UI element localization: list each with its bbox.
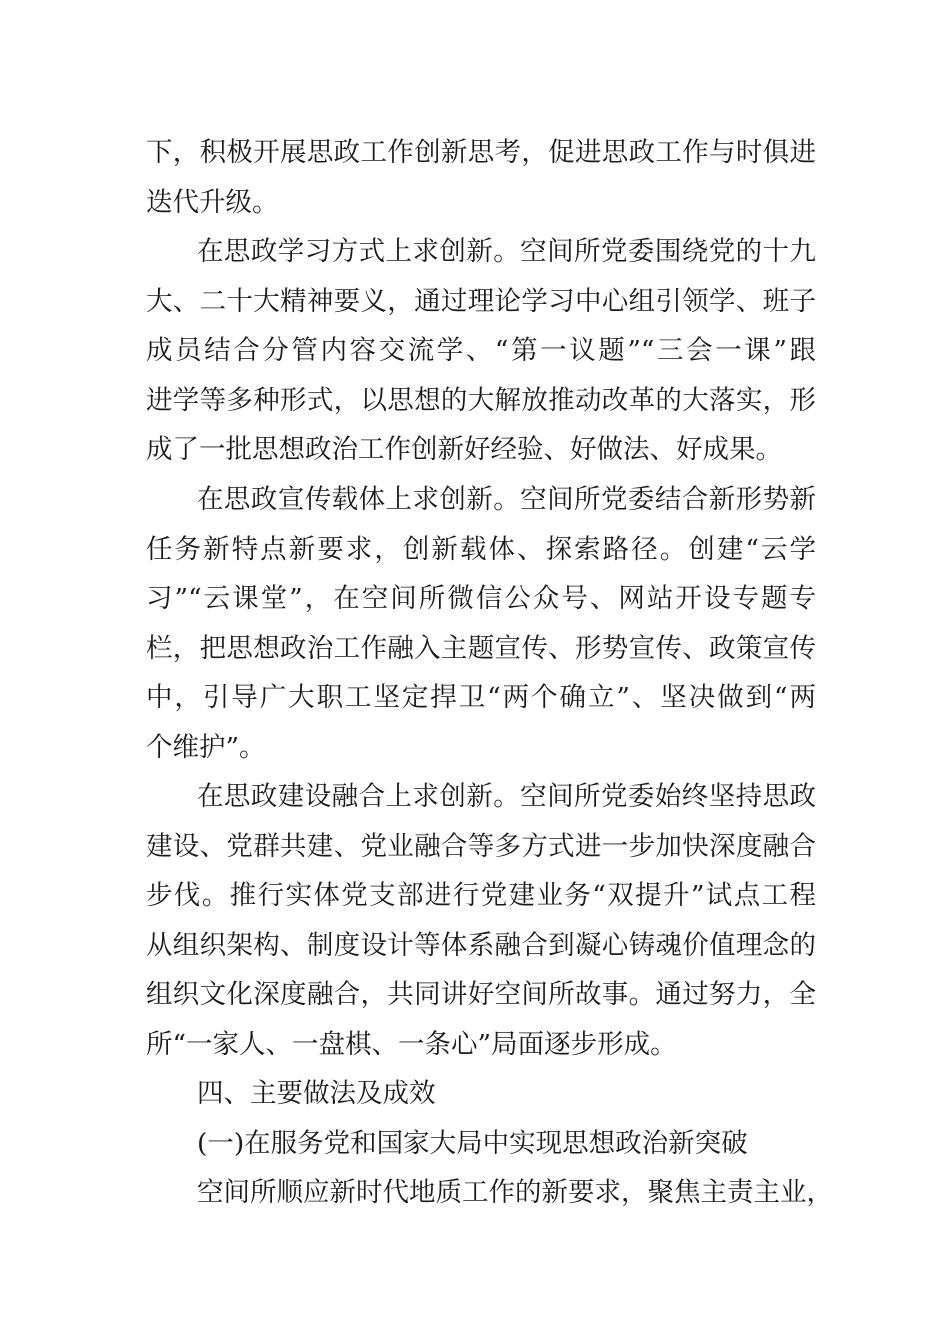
text-line-9: 任务新特点新要求，创新载体、探索路径。创建“云学 bbox=[146, 534, 816, 565]
text-line-5: 成员结合分管内容交流学、“第一议题”“三会一课”跟 bbox=[146, 335, 816, 366]
text-line-6: 进学等多种形式，以思想的大解放推动改革的大落实，形 bbox=[146, 385, 816, 416]
text-line-10: 习”“云课堂”，在空间所微信公众号、网站开设专题专 bbox=[146, 583, 816, 614]
text-line-12: 中，引导广大职工坚定捍卫“两个确立”、坚决做到“两 bbox=[146, 682, 816, 713]
paragraph-start-line: 在思政宣传载体上求创新。空间所党委结合新形势新 bbox=[197, 484, 816, 515]
text-line-2: 迭代升级。 bbox=[146, 187, 279, 218]
section-heading: 四、主要做法及成效 bbox=[197, 1078, 436, 1109]
text-line-4: 大、二十大精神要义，通过理论学习中心组引领学、班子 bbox=[146, 286, 816, 317]
text-line-19: 所“一家人、一盘棋、一条心”局面逐步形成。 bbox=[146, 1029, 677, 1060]
paragraph-start-line: 在思政建设融合上求创新。空间所党委始终坚持思政 bbox=[197, 781, 816, 812]
paragraph-start-line: 在思政学习方式上求创新。空间所党委围绕党的十九 bbox=[197, 236, 816, 267]
text-line-18: 组织文化深度融合，共同讲好空间所故事。通过努力，全 bbox=[146, 979, 816, 1010]
subsection-heading: (一)在服务党和国家大局中实现思想政治新突破 bbox=[197, 1128, 748, 1159]
text-line-1: 下，积极开展思政工作创新思考，促进思政工作与时俱进 bbox=[146, 137, 816, 168]
text-line-16: 步伐。推行实体党支部进行党建业务“双提升”试点工程 bbox=[146, 880, 816, 911]
text-line-11: 栏，把思想政治工作融入主题宣传、形势宣传、政策宣传 bbox=[146, 633, 816, 664]
text-line-15: 建设、党群共建、党业融合等多方式进一步加快深度融合 bbox=[146, 831, 816, 862]
text-line-17: 从组织架构、制度设计等体系融合到凝心铸魂价值理念的 bbox=[146, 930, 816, 961]
text-line-13: 个维护”。 bbox=[146, 732, 266, 763]
paragraph-start-line: 空间所顺应新时代地质工作的新要求，聚焦主责主业， bbox=[197, 1177, 833, 1208]
text-line-7: 成了一批思想政治工作创新好经验、好做法、好成果。 bbox=[146, 434, 782, 465]
